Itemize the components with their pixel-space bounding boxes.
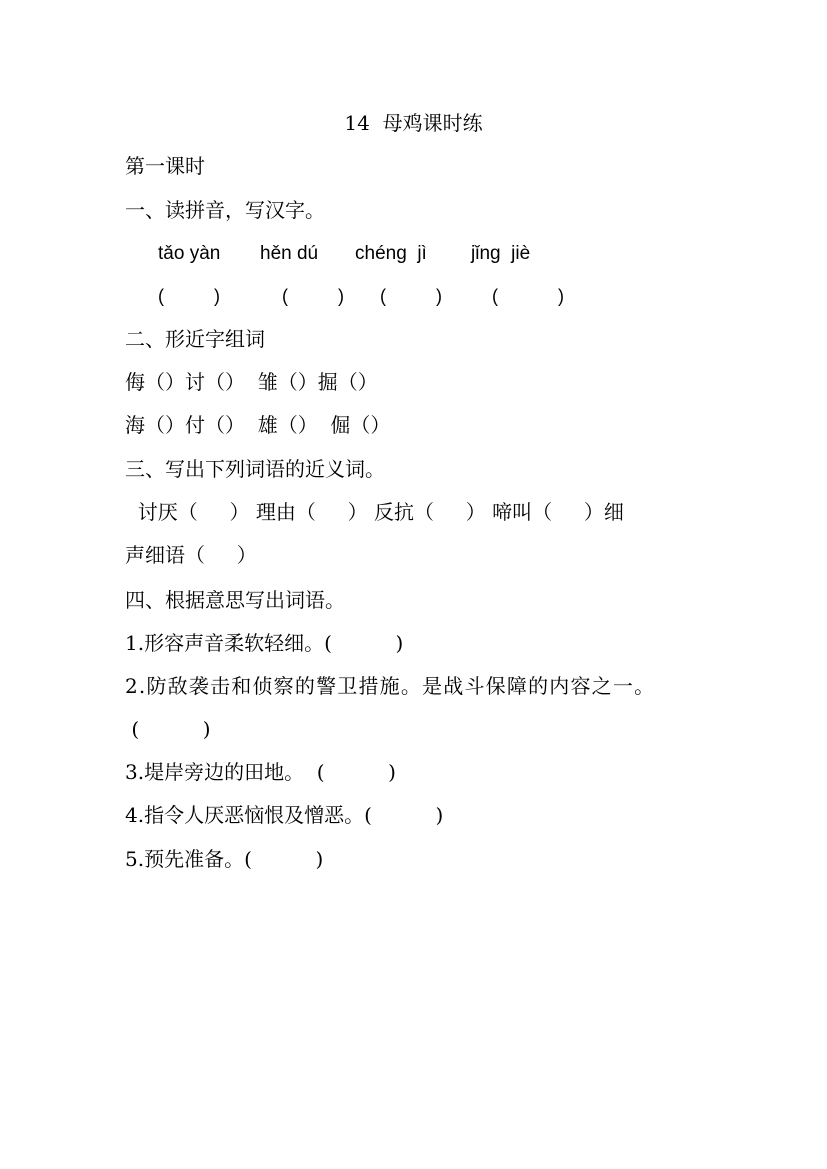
pinyin-4: jǐng jiè	[471, 243, 531, 264]
pinyin-blank-2[interactable]: ( )	[282, 286, 344, 306]
section4-item-3: 3.堤岸旁边的田地。 ( )	[125, 760, 396, 784]
section3-line-2: 声细语（ ）	[125, 543, 257, 567]
pinyin-3: chéng jì	[355, 243, 427, 264]
section4-heading: 四、根据意思写出词语。	[125, 588, 345, 612]
lesson-label: 第一课时	[125, 154, 205, 178]
pinyin-blank-3[interactable]: ( )	[380, 286, 442, 306]
pinyin-blank-1[interactable]: ( )	[158, 286, 220, 306]
section4-item-4: 4.指令人厌恶恼恨及憎恶。( )	[125, 803, 444, 827]
section4-item-2: 2.防敌袭击和侦察的警卫措施。是战斗保障的内容之一。	[125, 674, 656, 698]
section2-row-2: 海（）付（） 雄（） 倔（）	[125, 413, 391, 437]
section1-heading: 一、读拼音，写汉字。	[125, 198, 325, 222]
pinyin-blank-4[interactable]: ( )	[492, 286, 564, 306]
section3-heading: 三、写出下列词语的近义词。	[125, 457, 385, 481]
page-title: 14 母鸡课时练	[344, 111, 483, 135]
section3-line-1: 讨厌（ ） 理由（ ） 反抗（ ） 啼叫（ ）细	[125, 500, 624, 524]
section4-item-2-blank: ( )	[125, 717, 211, 741]
section2-heading: 二、形近字组词	[125, 327, 265, 351]
section2-row-1: 侮（）讨（） 雏（）掘（）	[125, 370, 378, 394]
section4-item-5: 5.预先准备。( )	[125, 847, 324, 871]
pinyin-2: hěn dú	[260, 243, 319, 264]
section4-item-1: 1.形容声音柔软轻细。( )	[125, 631, 404, 655]
pinyin-1: tǎo yàn	[158, 243, 221, 264]
